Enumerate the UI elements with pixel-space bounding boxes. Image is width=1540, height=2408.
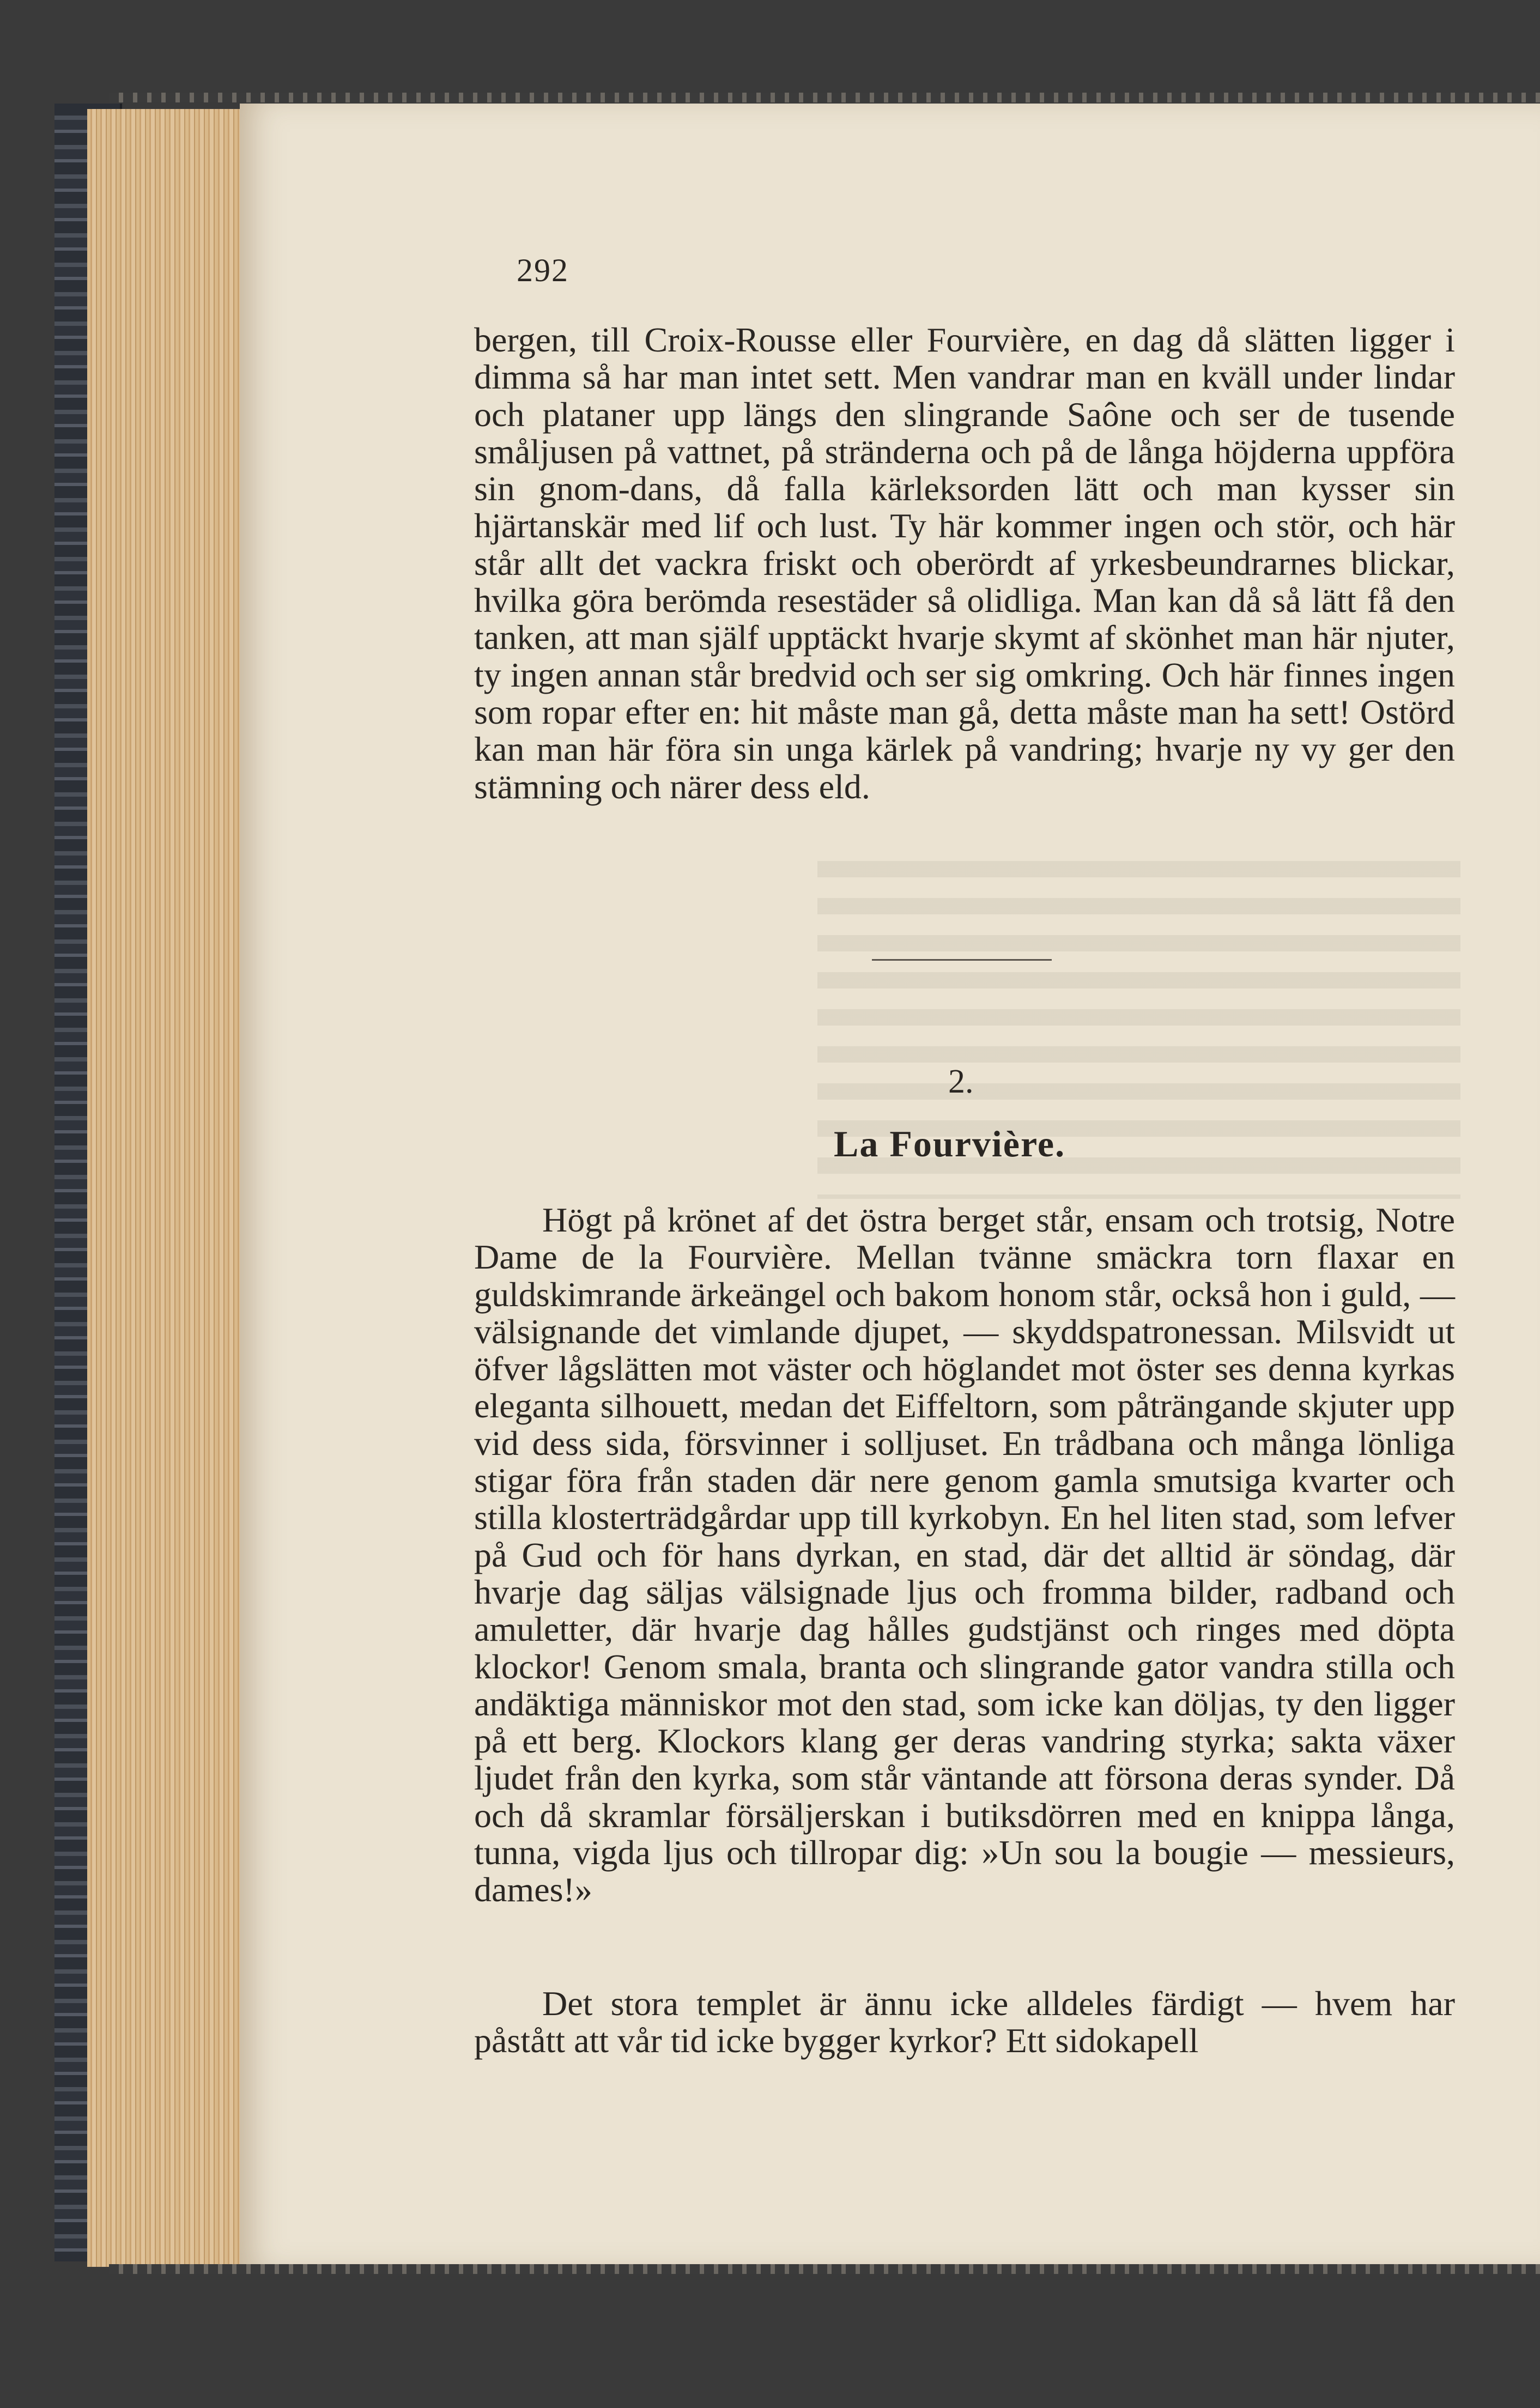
bottom-binding-edge <box>109 2264 1540 2274</box>
section-divider <box>872 959 1052 961</box>
section-title: La Fourvière. <box>834 1123 1066 1164</box>
top-binding-edge <box>109 93 1540 102</box>
page-block-edges <box>87 109 251 2267</box>
paragraph-2 <box>474 1202 1455 1909</box>
paragraph-text: Det stora templet är ännu icke alldeles färdigt — hvem har påstått att vår tid icke bygger kyrkor? Ett sidokapell <box>474 1984 1455 2060</box>
paragraph-text: Högt på krönet af det östra berget står, ensam och trotsig, Notre Dame de la Fourvière. Mellan tvänne smäckra torn flaxar en guldskimrande ärkeängel och bakom honom står, också hon i guld, — välsignande det vimlande djupet, — skyddspatronessan. Milsvidt ut öfver lågslätten mot väster och höglandet mot öster ses denna kyrkas eleganta silhouett, medan det Eiffeltorn, som påträngande skjuter upp vid dess sida, försvinner i solljuset. En trådbana och många lönliga stigar föra från staden där nere genom gamla smutsiga kvarter och stilla klosterträdgårdar upp till kyrkobyn. En hel liten stad, som lefver på Gud och för hans dyrkan, en stad, där det alltid är söndag, där hvarje dag säljas välsignade ljus och fromma bilder, radband och amuletter, där hvarje dag hålles gudstjänst och ringes med döpta klockor! Genom smala, branta och slingrande gator vandra stilla och andäktiga människor mot den stad, som icke kan döljas, ty den ligger på ett berg. Klockors klang ger deras vandring styrka; sakta växer ljudet från den kyrka, som står väntande att försona deras synder. Då och då skramlar försäljerskan i butiksdörren med en knippa långa, tunna, vigda ljus och tillropar dig: »Un sou la bougie — messieurs, dames!» <box>474 1200 1455 1909</box>
page-number: 292 <box>517 252 569 288</box>
paragraph-3 <box>474 1985 1455 2060</box>
section-number: 2. <box>948 1063 974 1100</box>
paragraph-text: bergen, till Croix-Rousse eller Fourvière, en dag då slätten ligger i dimma så har man intet sett. Men vandrar man en kväll under lindar och plataner upp längs den slingrande Saône och ser de tusende småljusen på vattnet, på stränderna och på de långa höjderna uppföra sin gnom-dans, då falla kärleksorden lätt och man kysser sin hjärtanskär med lif och lust. Ty här kommer ingen och stör, och här står allt det vackra friskt och oberördt af yrkesbeundrarnes blickar, hvilka göra berömda resestäder så olidliga. Man kan då så lätt få den tanken, att man själf upptäckt hvarje skymt af skönhet man här njuter, ty ingen annan står bredvid och ser sig omkring. Och här finnes ingen som ropar efter en: hit måste man gå, detta måste man ha sett! Ostörd kan man här föra sin unga kärlek på vandring; hvarje ny vy ger den stämning och närer dess eld. <box>474 320 1455 806</box>
paragraph-1 <box>474 322 1455 805</box>
